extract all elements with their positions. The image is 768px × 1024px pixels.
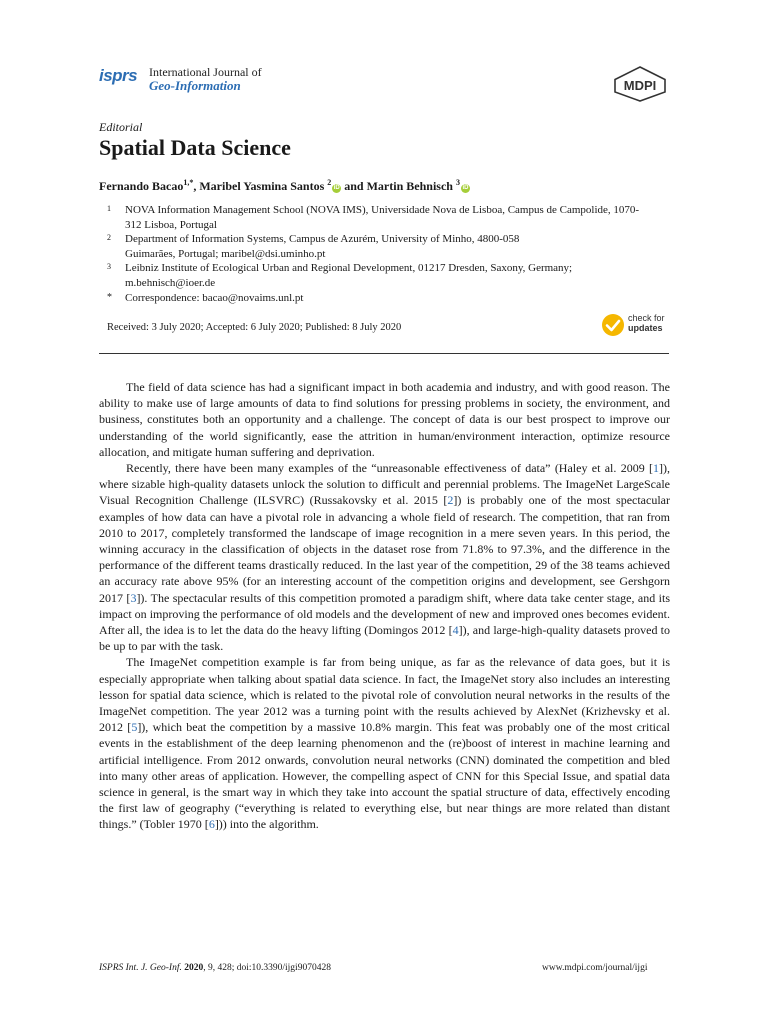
author-affil-sup: 2 [327,178,332,187]
journal-logo [99,66,279,96]
check-updates-line2: updates [628,323,663,333]
paragraph-2: Recently, there have been many examples of the “unreasonable effectiveness of data” (Haley et al. 2009 [1]), where sizable high-quality datasets unlock the solution to difficult and perennial problems. The ImageNet LargeScale Visual Recognition Challenge (ILSVRC) (Russakovsky et al. 2015 [2]) is probably one of the most spectacular examples of how data can have a pivotal role in advancing a whole field of research. The competition, that ran from 2010 to 2017, completely transformed the landscape of image recognition in a mere seven years. In this period, the winning accuracy in the classification of objects in the dataset rose from 71.8% to 97.3%, and the difference in the performance of the different teams drastically reduced. In the last year of the competition, 29 of the 38 teams achieved an accuracy rate above 95% (for an interesting account of the competition origins and development, see Gershgorn 2017 [3]). The spectacular results of this competition promoted a paradigm shift, where data take center stage, and its impact on improving the performance of old models and the development of new and improved ones becomes evident. After all, the idea is to let the data do the heavy lifting (Domingos 2012 [4]), and large-high-quality datasets proved to be up to par with the task. [99,461,671,654]
author-affil-sup: 1,* [183,178,194,187]
check-for-updates-badge[interactable] [601,312,671,338]
footer-url[interactable]: www.mdpi.com/journal/ijgi [542,963,648,973]
footer-journal-abbrev: ISPRS Int. J. Geo-Inf. [99,963,182,973]
footer-year: 2020 [184,963,204,973]
citation-link[interactable]: 5 [131,720,138,735]
affiliation-text: Department of Information Systems, Campus de Azurém, University of Minho, 4800-058 Guimarães, Portugal; maribel@dsi.uminho.pt [125,233,520,260]
citation-link[interactable]: 1 [653,461,659,476]
isprs-logo-mark: isprs [99,66,138,85]
article-type: Editorial [99,120,143,134]
affiliation-number: 2 [107,233,111,242]
article-title: Spatial Data Science [99,135,291,160]
author-name: Maribel Yasmina Santos [199,179,325,193]
body-text [99,379,670,833]
footer-citation-rest: , 9, 428; doi:10.3390/ijgi9070428 [203,963,331,973]
author-name: Martin Behnisch [366,179,453,193]
journal-name-line2: Geo-Information [149,78,241,93]
check-updates-line1: check for [628,313,665,323]
author-name: Fernando Bacao [99,179,184,193]
paragraph-3: The ImageNet competition example is far from being unique, as far as the relevance of data goes, but it is especially appropriate when talking about spatial data science. In fact, the ImageNet story also includes an interesting lesson for spatial data science, which is related to the pivotal role of convolution neural networks in the results of the ImageNet competition. The year 2012 was a turning point with the results achieved by AlexNet (Krizhevsky et al. 2012 [5]), which beat the competition by a massive 10.8% margin. This feat was probably one of the most critical events in the establishment of the deep learning phenomenon and the (re)boost of interest in machine learning and artificial intelligence. From 2012 onwards, convolution neural networks (CNN) dominated the competition and bled into many other areas of application. However, the compelling aspect of CNN for this Special Issue, and spatial data science in general, is the smart way in which they take into account the spatial structure of data, effectively encoding the first law of geography (“everything is related to everything else, but near things are more related than distant things.” (Tobler 1970 [6])) into the algorithm. [99,655,670,832]
citation-link[interactable]: 6 [208,817,215,832]
header-divider [99,353,669,354]
affiliation-number: 3 [107,262,111,271]
mdpi-logo [612,66,668,102]
affiliation-text: Leibniz Institute of Ecological Urban and Regional Development, 01217 Dresden, Saxony, Germany; m.behnisch@ioer.de [125,262,573,289]
affiliation-text: NOVA Information Management School (NOVA IMS), Universidade Nova de Lisboa, Campus de Campolide, 1070-312 Lisboa, Portugal [125,204,640,231]
publication-dates: Received: 3 July 2020; Accepted: 6 July 2020; Published: 8 July 2020 [107,322,402,333]
check-updates-text [628,313,665,333]
footer-citation [99,963,331,973]
author-list [99,178,470,194]
author-separator: , [193,179,200,193]
citation-link[interactable]: 4 [452,623,459,638]
orcid-icon[interactable]: iD [462,185,469,191]
journal-name-line1: International Journal of [149,65,262,79]
affiliation-number: 1 [107,204,111,213]
affiliation-text: Correspondence: bacao@novaims.unl.pt [125,292,304,304]
svg-text:MDPI: MDPI [623,78,657,93]
citation-link[interactable]: 3 [130,590,137,605]
orcid-icon[interactable]: iD [333,185,340,191]
author-affil-sup: 3 [455,178,460,187]
check-updates-icon [601,313,625,337]
citation-link[interactable]: 2 [447,493,454,508]
affiliation-number: * [107,292,112,303]
paragraph-1: The field of data science has had a significant impact in both academia and industry, and with good reason. The ability to make use of large amounts of data to find solutions for pressing problems in society, the environment, and business, constitutes both an opportunity and a challenge. The concept of data is our best prospect to improve our understanding of the world significantly, ease the attrition in human/environment interaction, optimize resource allocation, and mitigate human suffering and deprivation. [99,380,670,459]
author-separator: and [341,179,367,193]
mdpi-logo-icon [612,66,668,102]
